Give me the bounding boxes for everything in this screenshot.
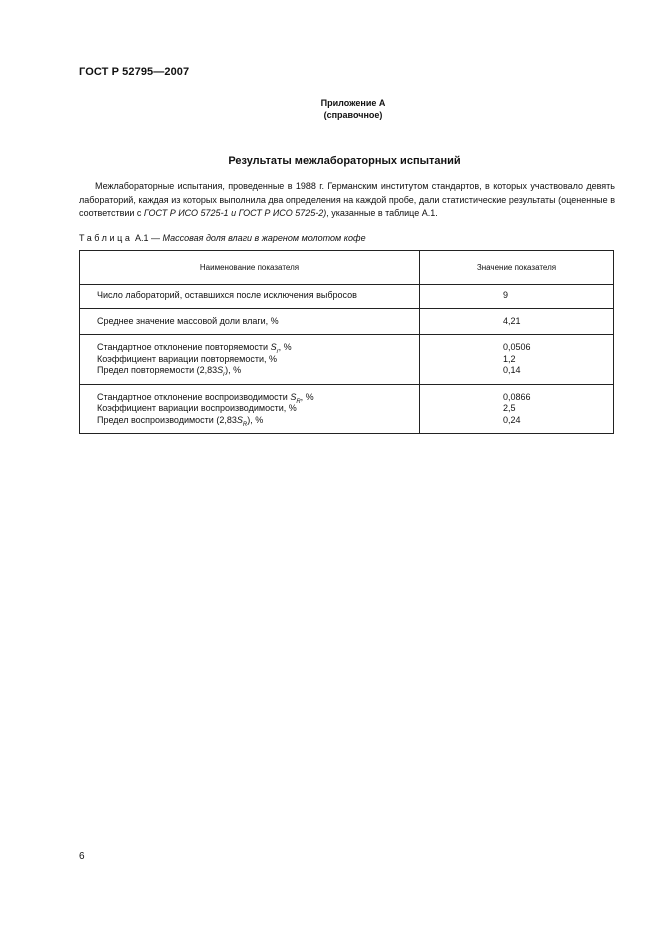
paragraph-text-2: , указанные в таблице А.1. [326, 208, 438, 218]
appendix-heading [0, 97, 661, 121]
row-value: 0,24 [503, 414, 521, 425]
row-value: 9 [503, 290, 509, 300]
section-title: Результаты межлабораторных испытаний [228, 155, 461, 167]
table-row-group-repeatability [80, 335, 614, 385]
row-name: Предел повторяемости $(2,83S_r)$, % [97, 365, 242, 378]
header-value: Значение показателя [420, 251, 614, 285]
row-name: Коэффициент вариации воспроизводимости, % [97, 403, 297, 413]
paragraph-text-1: Межлабораторные испытания, проведенные в 1988 г. Германским институтом стандартов, в которых участвовало девять лабораторий, каждая из которых выполнила два определения на каждой пробе, дали статистические результаты (оцененные в соответствии с [79, 181, 615, 218]
table-row [80, 308, 614, 335]
row-value: 0,0506 [503, 342, 531, 352]
intro-paragraph [79, 180, 615, 221]
row-name: Коэффициент вариации повторяемости, % [97, 353, 278, 364]
results-table [79, 250, 614, 434]
page-number: 6 [79, 851, 85, 862]
row-value: 0,14 [503, 365, 521, 375]
row-name: Число лабораторий, оставшихся после исключения выбросов [97, 290, 357, 300]
table-row-group-reproducibility [80, 384, 614, 434]
document-id: ГОСТ Р 52795—2007 [79, 66, 190, 78]
header-name: Наименование показателя [80, 251, 420, 285]
table-caption [79, 233, 366, 243]
appendix-subtitle: (справочное) [323, 110, 383, 120]
caption-title: Массовая доля влаги в жареном молотом кофе [162, 233, 366, 243]
standard-reference: ГОСТ Р ИСО 5725-1 и ГОСТ Р ИСО 5725-2) [143, 208, 327, 218]
table-row [80, 285, 614, 309]
caption-label: Таблица [79, 233, 133, 243]
row-value: 1,2 [503, 353, 516, 364]
caption-number: А.1 — [132, 233, 163, 243]
row-value: 4,21 [503, 315, 521, 326]
appendix-title: Приложение А [320, 98, 386, 108]
row-value: 2,5 [503, 403, 516, 413]
row-name: Предел воспроизводимости $(2,83S_R)$, % [97, 414, 264, 428]
row-value: 0,0866 [503, 391, 531, 402]
row-name: Среднее значение массовой доли влаги, % [97, 315, 279, 326]
row-name: Стандартное отклонение повторяемости $S_r$, % [97, 342, 292, 355]
table-header-row [80, 251, 614, 285]
row-name: Стандартное отклонение воспроизводимости $S_R$, % [97, 391, 314, 405]
